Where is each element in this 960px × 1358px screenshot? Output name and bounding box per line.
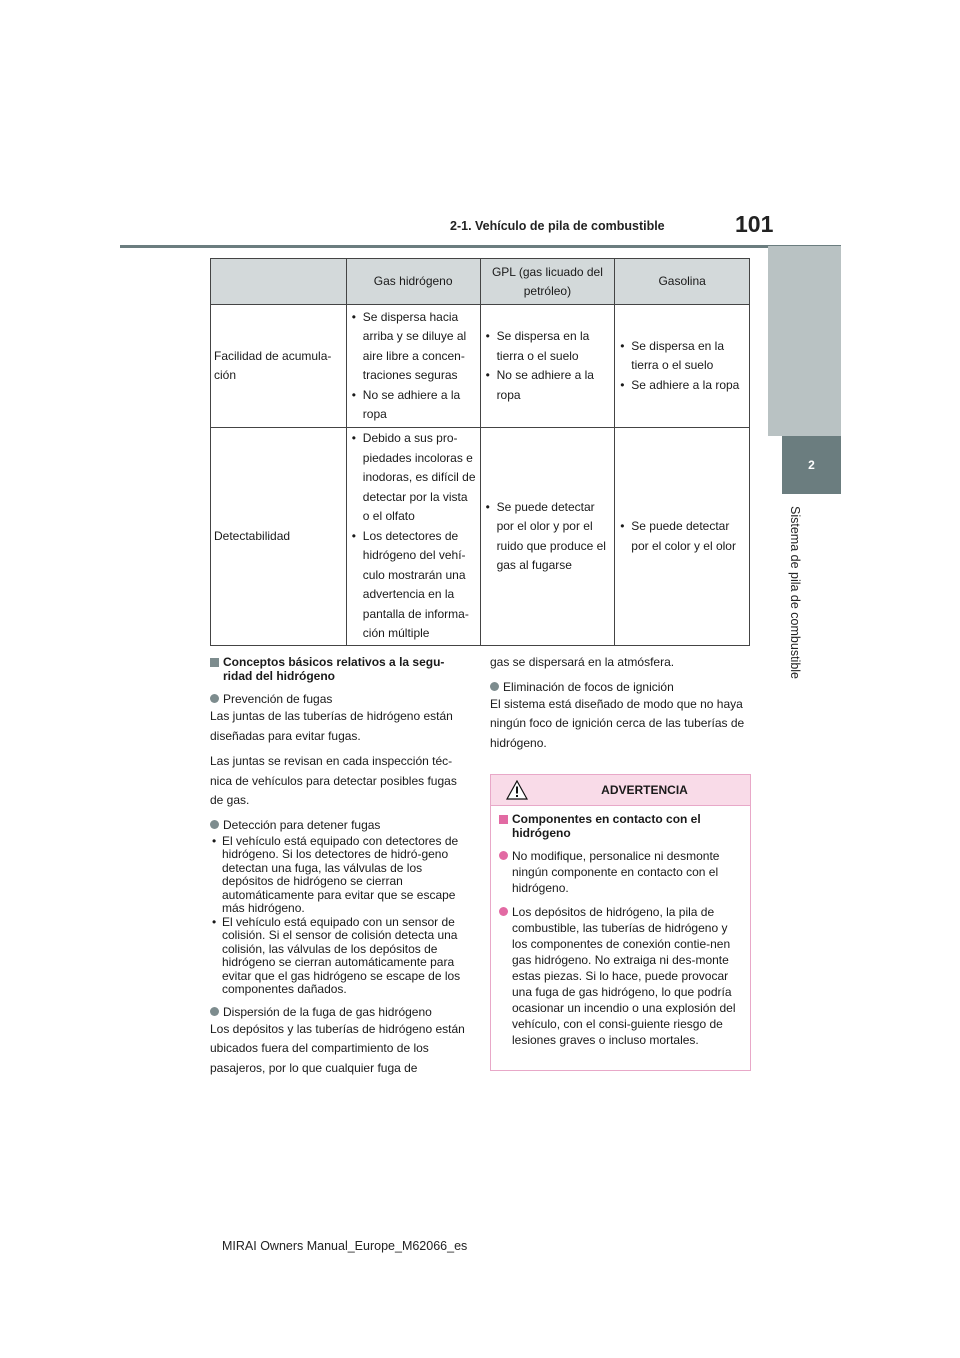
square-bullet-icon [210, 658, 219, 667]
chapter-side-label: Sistema de pila de combustible [788, 506, 802, 680]
table-row [211, 428, 750, 646]
gas-comparison-table [210, 258, 750, 646]
round-bullet-icon [210, 694, 219, 703]
section-header-title: 2-1. Vehículo de pila de combustible [450, 219, 665, 233]
side-tab-background [768, 246, 841, 436]
warning-item: Los depósitos de hidrógeno, la pila de combustible, las tuberías de hidrógeno y los componentes de conexión contie-nen gas hidrógeno. No extraiga ni des-monte estas piezas. Si lo hace, puede provocar una fuga de gas hidrógeno, lo que podría ocasionar un incendio o una explosión del vehículo, con el consi-guiente riesgo de lesiones graves o incluso mortales. [499, 904, 742, 1048]
table-row [211, 305, 750, 428]
paragraph-continued: gas se dispersará en la atmósfera. [490, 655, 675, 669]
table-cell [346, 305, 480, 428]
section-heading: Conceptos básicos relativos a la segu-ridad del hidrógeno [210, 656, 470, 683]
subheading-leak-prevention: Prevención de fugas [210, 691, 470, 707]
round-bullet-icon [490, 682, 499, 691]
cell-bullet: • Se dispersa hacia arriba y se diluye al aire libre a concen-traciones seguras [350, 308, 477, 386]
list-item: • El vehículo está equipado con detectores de hidrógeno. Si los detectores de hidró-geno detectan una fuga, las válvulas de los depósitos de hidrógeno se cierran automáticamente para evitar que se escape más hidrógeno. [210, 835, 470, 916]
subheading-dispersion: Dispersión de la fuga de gas hidrógeno [210, 1004, 470, 1020]
cell-bullet: • Se dispersa en la tierra o el suelo [618, 337, 746, 376]
round-bullet-icon [210, 1007, 219, 1016]
table-cell [615, 305, 750, 428]
cell-bullet: • Se dispersa en la tierra o el suelo [484, 327, 612, 366]
cell-bullet: • Se puede detectar por el olor y por el ruido que produce el gas al fugarse [484, 498, 612, 576]
chapter-tab-number: 2 [808, 458, 815, 472]
table-cell [480, 428, 615, 646]
cell-bullet: • Los detectores de hidrógeno del vehí-culo mostrarán una advertencia en la pantalla de informa-ción múltiple [350, 527, 477, 644]
paragraph: Las juntas de las tuberías de hidrógeno están diseñadas para evitar fugas. [210, 709, 453, 743]
table-header-row [211, 259, 750, 305]
subheading-ignition: Eliminación de focos de ignición [490, 679, 752, 695]
subheading-leak-detection: Detección para detener fugas [210, 817, 470, 833]
page-number: 101 [735, 211, 774, 237]
left-column [210, 656, 470, 1084]
leak-detection-list [210, 835, 470, 997]
warning-title: ADVERTENCIA [601, 783, 688, 797]
warning-subtitle: Componentes en contacto con el hidrógeno [499, 813, 742, 840]
cell-bullet: • Se adhiere a la ropa [618, 376, 746, 396]
round-bullet-icon [499, 907, 508, 916]
table-cell [480, 305, 615, 428]
square-bullet-icon [499, 815, 508, 824]
column-header-gasoline: Gasolina [615, 259, 750, 305]
cell-bullet: • No se adhiere a la ropa [484, 366, 612, 405]
round-bullet-icon [210, 820, 219, 829]
warning-body [491, 806, 750, 1048]
warning-item: No modifique, personalice ni desmonte ningún componente en contacto con el hidrógeno. [499, 848, 742, 896]
paragraph: Los depósitos y las tuberías de hidrógeno están ubicados fuera del compartimiento de los pasajeros, por lo que cualquier fuga de [210, 1021, 465, 1075]
footer-document-id: MIRAI Owners Manual_Europe_M62066_es [222, 1239, 468, 1253]
cell-bullet: • No se adhiere a la ropa [350, 386, 477, 425]
column-header-lpg: GPL (gas licuado del petróleo) [480, 259, 615, 305]
chapter-tab [782, 436, 841, 494]
warning-header [491, 775, 750, 806]
table-cell [346, 428, 480, 646]
header-divider [120, 245, 841, 248]
paragraph: Las juntas se revisan en cada inspección téc-nica de vehículos para detectar posibles fugas de gas. [210, 754, 457, 807]
right-column [490, 653, 752, 759]
row-header-accumulation: Facilidad de acumula-ción [211, 305, 347, 428]
table-cell [615, 428, 750, 646]
warning-triangle-icon [506, 780, 528, 800]
cell-bullet: • Se puede detectar por el color y el olor [618, 517, 746, 556]
list-item: • El vehículo está equipado con un sensor de colisión. Si el sensor de colisión detecta una colisión, las válvulas de los depósitos de hidrógeno se cierran automáticamente para evitar que el gas hidrógeno se escape de los componentes dañados. [210, 916, 470, 997]
cell-bullet: • Debido a sus pro-piedades incoloras e inodoras, es difícil de detectar por la vista o el olfato [350, 429, 477, 527]
round-bullet-icon [499, 851, 508, 860]
paragraph: El sistema está diseñado de modo que no haya ningún foco de ignición cerca de las tuberías de hidrógeno. [490, 696, 745, 750]
table-corner-cell [211, 259, 347, 305]
warning-box [490, 774, 751, 1071]
row-header-detectability: Detectabilidad [211, 428, 347, 646]
column-header-hydrogen: Gas hidrógeno [346, 259, 480, 305]
